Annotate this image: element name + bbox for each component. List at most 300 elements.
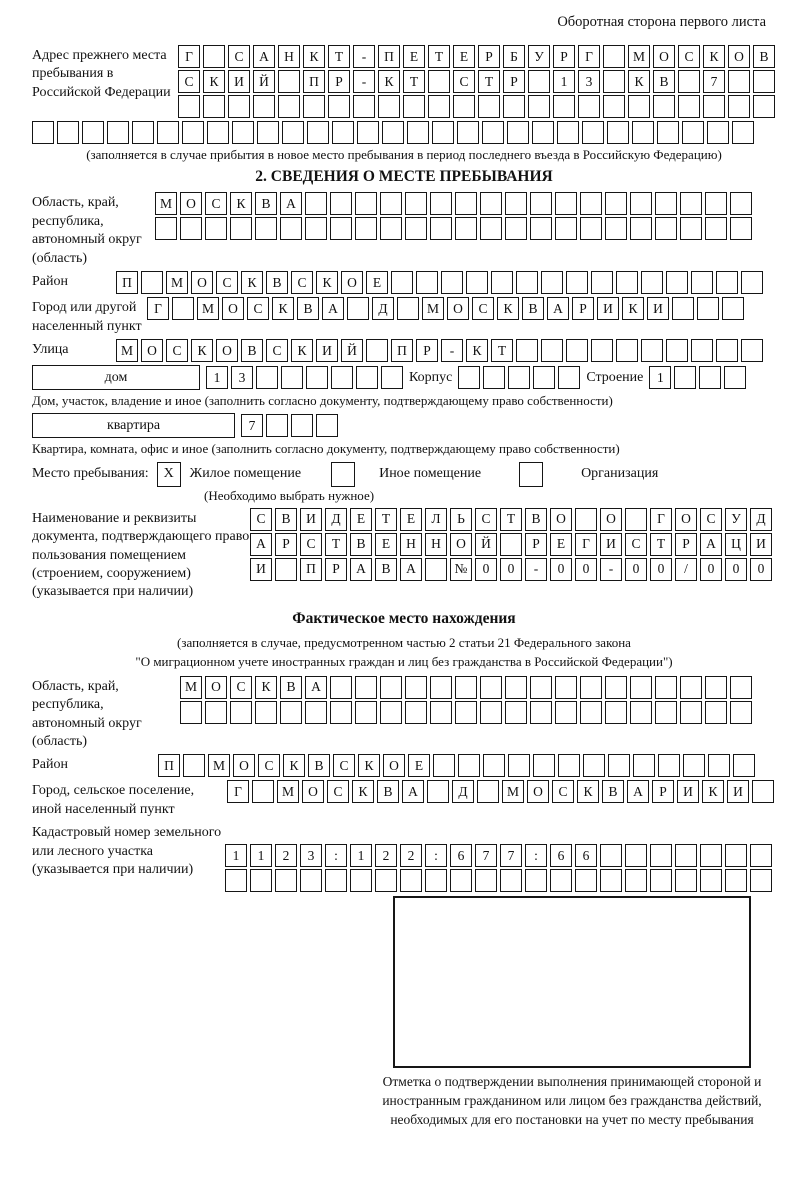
char-cell[interactable]: Р (572, 297, 594, 320)
char-cell[interactable] (641, 339, 663, 362)
char-cell[interactable] (480, 676, 502, 699)
char-cell[interactable] (205, 217, 227, 240)
char-cell[interactable] (533, 366, 555, 389)
char-cell[interactable]: И (647, 297, 669, 320)
char-cell[interactable] (605, 217, 627, 240)
char-cell[interactable]: В (275, 508, 297, 531)
char-cell[interactable] (605, 701, 627, 724)
checkbox-residential[interactable]: X (157, 462, 181, 487)
char-cell[interactable] (330, 217, 352, 240)
char-cell[interactable] (505, 676, 527, 699)
char-cell[interactable] (350, 869, 372, 892)
char-cell[interactable] (678, 95, 700, 118)
char-cell[interactable]: А (627, 780, 649, 803)
char-cell[interactable] (633, 754, 655, 777)
stroenie-cells[interactable] (649, 366, 746, 389)
char-cell[interactable]: О (222, 297, 244, 320)
char-cell[interactable]: Р (478, 45, 500, 68)
char-cell[interactable]: Е (350, 508, 372, 531)
char-cell[interactable] (680, 217, 702, 240)
char-cell[interactable] (625, 508, 647, 531)
house-number-cells[interactable] (206, 366, 403, 389)
char-cell[interactable]: Р (553, 45, 575, 68)
char-cell[interactable] (82, 121, 104, 144)
char-cell[interactable]: О (450, 533, 472, 556)
char-cell[interactable] (182, 121, 204, 144)
char-cell[interactable]: Т (491, 339, 513, 362)
char-cell[interactable] (380, 701, 402, 724)
fact-city-row[interactable] (227, 780, 774, 803)
char-cell[interactable] (478, 95, 500, 118)
char-cell[interactable] (697, 297, 719, 320)
char-cell[interactable] (752, 780, 774, 803)
char-cell[interactable] (477, 780, 499, 803)
char-cell[interactable]: А (547, 297, 569, 320)
char-cell[interactable]: С (625, 533, 647, 556)
street-row[interactable] (116, 339, 763, 362)
char-cell[interactable] (455, 701, 477, 724)
char-cell[interactable] (530, 701, 552, 724)
char-cell[interactable]: М (208, 754, 230, 777)
char-cell[interactable]: Т (650, 533, 672, 556)
char-cell[interactable]: П (300, 558, 322, 581)
char-cell[interactable] (557, 121, 579, 144)
char-cell[interactable] (430, 192, 452, 215)
char-cell[interactable]: К (272, 297, 294, 320)
char-cell[interactable] (300, 869, 322, 892)
char-cell[interactable]: О (383, 754, 405, 777)
char-cell[interactable]: Л (425, 508, 447, 531)
char-cell[interactable]: В (280, 676, 302, 699)
prev-address-row-1[interactable] (178, 45, 775, 68)
char-cell[interactable]: К (255, 676, 277, 699)
char-cell[interactable]: 7 (475, 844, 497, 867)
char-cell[interactable]: А (280, 192, 302, 215)
char-cell[interactable] (516, 271, 538, 294)
char-cell[interactable] (400, 869, 422, 892)
char-cell[interactable]: О (600, 508, 622, 531)
char-cell[interactable]: 2 (275, 844, 297, 867)
char-cell[interactable] (700, 844, 722, 867)
char-cell[interactable]: Е (366, 271, 388, 294)
char-cell[interactable]: 3 (231, 366, 253, 389)
char-cell[interactable] (391, 271, 413, 294)
char-cell[interactable] (427, 780, 449, 803)
char-cell[interactable] (252, 780, 274, 803)
char-cell[interactable]: Г (578, 45, 600, 68)
char-cell[interactable]: С (228, 45, 250, 68)
char-cell[interactable] (141, 271, 163, 294)
char-cell[interactable]: 7 (703, 70, 725, 93)
char-cell[interactable]: С (230, 676, 252, 699)
char-cell[interactable]: Р (503, 70, 525, 93)
char-cell[interactable]: Д (750, 508, 772, 531)
char-cell[interactable] (316, 414, 338, 437)
char-cell[interactable]: / (675, 558, 697, 581)
char-cell[interactable] (541, 271, 563, 294)
char-cell[interactable]: С (472, 297, 494, 320)
char-cell[interactable] (432, 121, 454, 144)
char-cell[interactable] (232, 121, 254, 144)
checkbox-other-premises[interactable] (331, 462, 355, 487)
char-cell[interactable] (722, 297, 744, 320)
char-cell[interactable]: Т (328, 45, 350, 68)
char-cell[interactable] (580, 192, 602, 215)
char-cell[interactable] (275, 869, 297, 892)
char-cell[interactable] (605, 676, 627, 699)
char-cell[interactable] (505, 192, 527, 215)
char-cell[interactable]: О (141, 339, 163, 362)
char-cell[interactable] (630, 192, 652, 215)
char-cell[interactable]: О (447, 297, 469, 320)
char-cell[interactable] (741, 271, 763, 294)
char-cell[interactable] (650, 869, 672, 892)
char-cell[interactable] (255, 217, 277, 240)
char-cell[interactable] (331, 366, 353, 389)
char-cell[interactable]: № (450, 558, 472, 581)
char-cell[interactable]: В (602, 780, 624, 803)
char-cell[interactable]: Ц (725, 533, 747, 556)
char-cell[interactable]: В (753, 45, 775, 68)
char-cell[interactable] (741, 339, 763, 362)
char-cell[interactable] (225, 869, 247, 892)
char-cell[interactable] (503, 95, 525, 118)
char-cell[interactable]: С (178, 70, 200, 93)
char-cell[interactable]: Е (403, 45, 425, 68)
char-cell[interactable]: О (527, 780, 549, 803)
char-cell[interactable]: - (441, 339, 463, 362)
char-cell[interactable]: С (552, 780, 574, 803)
char-cell[interactable] (578, 95, 600, 118)
char-cell[interactable]: М (166, 271, 188, 294)
char-cell[interactable] (680, 192, 702, 215)
char-cell[interactable] (508, 754, 530, 777)
char-cell[interactable]: К (378, 70, 400, 93)
char-cell[interactable] (580, 217, 602, 240)
char-cell[interactable]: А (350, 558, 372, 581)
char-cell[interactable] (750, 869, 772, 892)
document-row-3[interactable] (250, 558, 772, 581)
char-cell[interactable]: М (277, 780, 299, 803)
char-cell[interactable] (275, 558, 297, 581)
char-cell[interactable]: 0 (625, 558, 647, 581)
char-cell[interactable]: К (702, 780, 724, 803)
char-cell[interactable] (466, 271, 488, 294)
char-cell[interactable] (480, 192, 502, 215)
char-cell[interactable] (528, 95, 550, 118)
char-cell[interactable] (157, 121, 179, 144)
char-cell[interactable] (380, 192, 402, 215)
char-cell[interactable] (582, 121, 604, 144)
char-cell[interactable] (603, 95, 625, 118)
char-cell[interactable]: С (258, 754, 280, 777)
char-cell[interactable]: П (158, 754, 180, 777)
char-cell[interactable]: В (241, 339, 263, 362)
char-cell[interactable] (332, 121, 354, 144)
char-cell[interactable] (330, 701, 352, 724)
char-cell[interactable] (632, 121, 654, 144)
char-cell[interactable] (558, 754, 580, 777)
char-cell[interactable]: М (155, 192, 177, 215)
char-cell[interactable]: О (216, 339, 238, 362)
char-cell[interactable] (480, 701, 502, 724)
char-cell[interactable] (505, 217, 527, 240)
char-cell[interactable] (532, 121, 554, 144)
char-cell[interactable]: 2 (375, 844, 397, 867)
prev-address-row-3[interactable] (178, 95, 775, 118)
char-cell[interactable] (672, 297, 694, 320)
char-cell[interactable]: Т (500, 508, 522, 531)
char-cell[interactable] (750, 844, 772, 867)
char-cell[interactable]: К (203, 70, 225, 93)
char-cell[interactable] (428, 70, 450, 93)
char-cell[interactable] (705, 192, 727, 215)
char-cell[interactable]: В (255, 192, 277, 215)
char-cell[interactable]: П (391, 339, 413, 362)
prev-address-row-4[interactable] (32, 121, 790, 144)
char-cell[interactable]: О (302, 780, 324, 803)
char-cell[interactable] (455, 192, 477, 215)
char-cell[interactable] (508, 366, 530, 389)
char-cell[interactable]: 0 (500, 558, 522, 581)
char-cell[interactable]: : (525, 844, 547, 867)
char-cell[interactable] (357, 121, 379, 144)
char-cell[interactable]: 7 (241, 414, 263, 437)
char-cell[interactable] (458, 754, 480, 777)
char-cell[interactable] (180, 217, 202, 240)
char-cell[interactable]: 0 (550, 558, 572, 581)
char-cell[interactable] (172, 297, 194, 320)
char-cell[interactable] (480, 217, 502, 240)
char-cell[interactable] (397, 297, 419, 320)
char-cell[interactable]: А (250, 533, 272, 556)
char-cell[interactable] (382, 121, 404, 144)
char-cell[interactable] (675, 869, 697, 892)
char-cell[interactable]: О (728, 45, 750, 68)
char-cell[interactable] (553, 95, 575, 118)
char-cell[interactable] (525, 869, 547, 892)
char-cell[interactable]: - (353, 45, 375, 68)
char-cell[interactable]: О (191, 271, 213, 294)
char-cell[interactable]: 3 (578, 70, 600, 93)
char-cell[interactable] (716, 339, 738, 362)
char-cell[interactable]: О (550, 508, 572, 531)
char-cell[interactable]: Й (475, 533, 497, 556)
char-cell[interactable]: О (233, 754, 255, 777)
char-cell[interactable] (380, 676, 402, 699)
fact-region-row-2[interactable] (180, 701, 752, 724)
char-cell[interactable]: Н (425, 533, 447, 556)
char-cell[interactable]: С (678, 45, 700, 68)
char-cell[interactable] (430, 701, 452, 724)
char-cell[interactable] (528, 70, 550, 93)
char-cell[interactable] (282, 121, 304, 144)
char-cell[interactable] (682, 121, 704, 144)
char-cell[interactable] (305, 192, 327, 215)
char-cell[interactable] (255, 701, 277, 724)
char-cell[interactable] (328, 95, 350, 118)
char-cell[interactable] (483, 754, 505, 777)
char-cell[interactable]: П (378, 45, 400, 68)
char-cell[interactable]: Н (400, 533, 422, 556)
char-cell[interactable] (203, 95, 225, 118)
char-cell[interactable] (347, 297, 369, 320)
char-cell[interactable]: К (466, 339, 488, 362)
char-cell[interactable] (541, 339, 563, 362)
char-cell[interactable] (416, 271, 438, 294)
char-cell[interactable] (700, 869, 722, 892)
char-cell[interactable] (616, 271, 638, 294)
char-cell[interactable] (580, 676, 602, 699)
char-cell[interactable]: В (308, 754, 330, 777)
checkbox-organization[interactable] (519, 462, 543, 487)
char-cell[interactable]: 0 (700, 558, 722, 581)
char-cell[interactable] (558, 366, 580, 389)
char-cell[interactable] (353, 95, 375, 118)
char-cell[interactable] (591, 271, 613, 294)
char-cell[interactable]: С (453, 70, 475, 93)
char-cell[interactable]: С (333, 754, 355, 777)
char-cell[interactable] (724, 366, 746, 389)
char-cell[interactable] (699, 366, 721, 389)
char-cell[interactable]: Г (147, 297, 169, 320)
char-cell[interactable] (250, 869, 272, 892)
char-cell[interactable] (356, 366, 378, 389)
char-cell[interactable] (555, 192, 577, 215)
char-cell[interactable]: Й (253, 70, 275, 93)
char-cell[interactable]: В (522, 297, 544, 320)
char-cell[interactable] (530, 217, 552, 240)
char-cell[interactable] (228, 95, 250, 118)
char-cell[interactable]: 6 (450, 844, 472, 867)
char-cell[interactable]: Т (478, 70, 500, 93)
char-cell[interactable] (306, 366, 328, 389)
char-cell[interactable]: К (358, 754, 380, 777)
char-cell[interactable] (728, 70, 750, 93)
char-cell[interactable] (591, 339, 613, 362)
char-cell[interactable]: К (703, 45, 725, 68)
char-cell[interactable]: М (628, 45, 650, 68)
char-cell[interactable]: : (325, 844, 347, 867)
char-cell[interactable] (691, 271, 713, 294)
char-cell[interactable]: В (297, 297, 319, 320)
char-cell[interactable] (655, 192, 677, 215)
char-cell[interactable] (730, 701, 752, 724)
char-cell[interactable] (658, 754, 680, 777)
char-cell[interactable]: М (116, 339, 138, 362)
char-cell[interactable] (691, 339, 713, 362)
char-cell[interactable] (405, 676, 427, 699)
char-cell[interactable] (380, 217, 402, 240)
char-cell[interactable] (630, 701, 652, 724)
char-cell[interactable]: Г (227, 780, 249, 803)
char-cell[interactable] (600, 869, 622, 892)
char-cell[interactable] (533, 754, 555, 777)
char-cell[interactable] (530, 192, 552, 215)
char-cell[interactable]: К (291, 339, 313, 362)
char-cell[interactable] (641, 271, 663, 294)
char-cell[interactable] (683, 754, 705, 777)
char-cell[interactable]: Г (650, 508, 672, 531)
char-cell[interactable]: С (166, 339, 188, 362)
char-cell[interactable]: В (525, 508, 547, 531)
char-cell[interactable] (405, 701, 427, 724)
char-cell[interactable] (203, 45, 225, 68)
prev-address-row-2[interactable] (178, 70, 775, 93)
char-cell[interactable] (575, 869, 597, 892)
char-cell[interactable]: С (327, 780, 349, 803)
char-cell[interactable] (291, 414, 313, 437)
char-cell[interactable] (441, 271, 463, 294)
char-cell[interactable]: И (600, 533, 622, 556)
char-cell[interactable] (666, 339, 688, 362)
char-cell[interactable]: И (597, 297, 619, 320)
char-cell[interactable] (425, 558, 447, 581)
char-cell[interactable] (555, 217, 577, 240)
char-cell[interactable]: К (241, 271, 263, 294)
char-cell[interactable]: М (422, 297, 444, 320)
document-row-2[interactable] (250, 533, 772, 556)
char-cell[interactable]: С (247, 297, 269, 320)
cadastre-row-2[interactable] (225, 869, 772, 892)
char-cell[interactable]: Р (275, 533, 297, 556)
char-cell[interactable]: 0 (575, 558, 597, 581)
char-cell[interactable]: С (250, 508, 272, 531)
char-cell[interactable] (650, 844, 672, 867)
char-cell[interactable]: И (750, 533, 772, 556)
char-cell[interactable] (450, 869, 472, 892)
char-cell[interactable] (728, 95, 750, 118)
char-cell[interactable]: Р (328, 70, 350, 93)
char-cell[interactable] (607, 121, 629, 144)
char-cell[interactable]: У (528, 45, 550, 68)
char-cell[interactable] (500, 869, 522, 892)
char-cell[interactable]: В (375, 558, 397, 581)
char-cell[interactable] (732, 121, 754, 144)
char-cell[interactable] (430, 676, 452, 699)
char-cell[interactable]: И (677, 780, 699, 803)
char-cell[interactable] (605, 192, 627, 215)
char-cell[interactable]: М (180, 676, 202, 699)
char-cell[interactable] (666, 271, 688, 294)
fact-region-row-1[interactable] (180, 676, 752, 699)
char-cell[interactable] (500, 533, 522, 556)
char-cell[interactable] (725, 844, 747, 867)
char-cell[interactable]: Т (325, 533, 347, 556)
char-cell[interactable] (180, 701, 202, 724)
char-cell[interactable]: Д (325, 508, 347, 531)
char-cell[interactable]: О (653, 45, 675, 68)
char-cell[interactable]: И (727, 780, 749, 803)
char-cell[interactable] (375, 869, 397, 892)
char-cell[interactable] (550, 869, 572, 892)
char-cell[interactable] (256, 366, 278, 389)
char-cell[interactable] (630, 676, 652, 699)
char-cell[interactable]: 6 (575, 844, 597, 867)
char-cell[interactable]: Е (408, 754, 430, 777)
char-cell[interactable] (566, 339, 588, 362)
city-row[interactable] (147, 297, 744, 320)
char-cell[interactable] (705, 676, 727, 699)
char-cell[interactable] (655, 217, 677, 240)
char-cell[interactable]: 1 (553, 70, 575, 93)
char-cell[interactable]: 1 (350, 844, 372, 867)
char-cell[interactable]: П (303, 70, 325, 93)
char-cell[interactable]: К (352, 780, 374, 803)
char-cell[interactable]: О (675, 508, 697, 531)
char-cell[interactable]: Р (675, 533, 697, 556)
apartment-cells[interactable] (241, 414, 338, 437)
